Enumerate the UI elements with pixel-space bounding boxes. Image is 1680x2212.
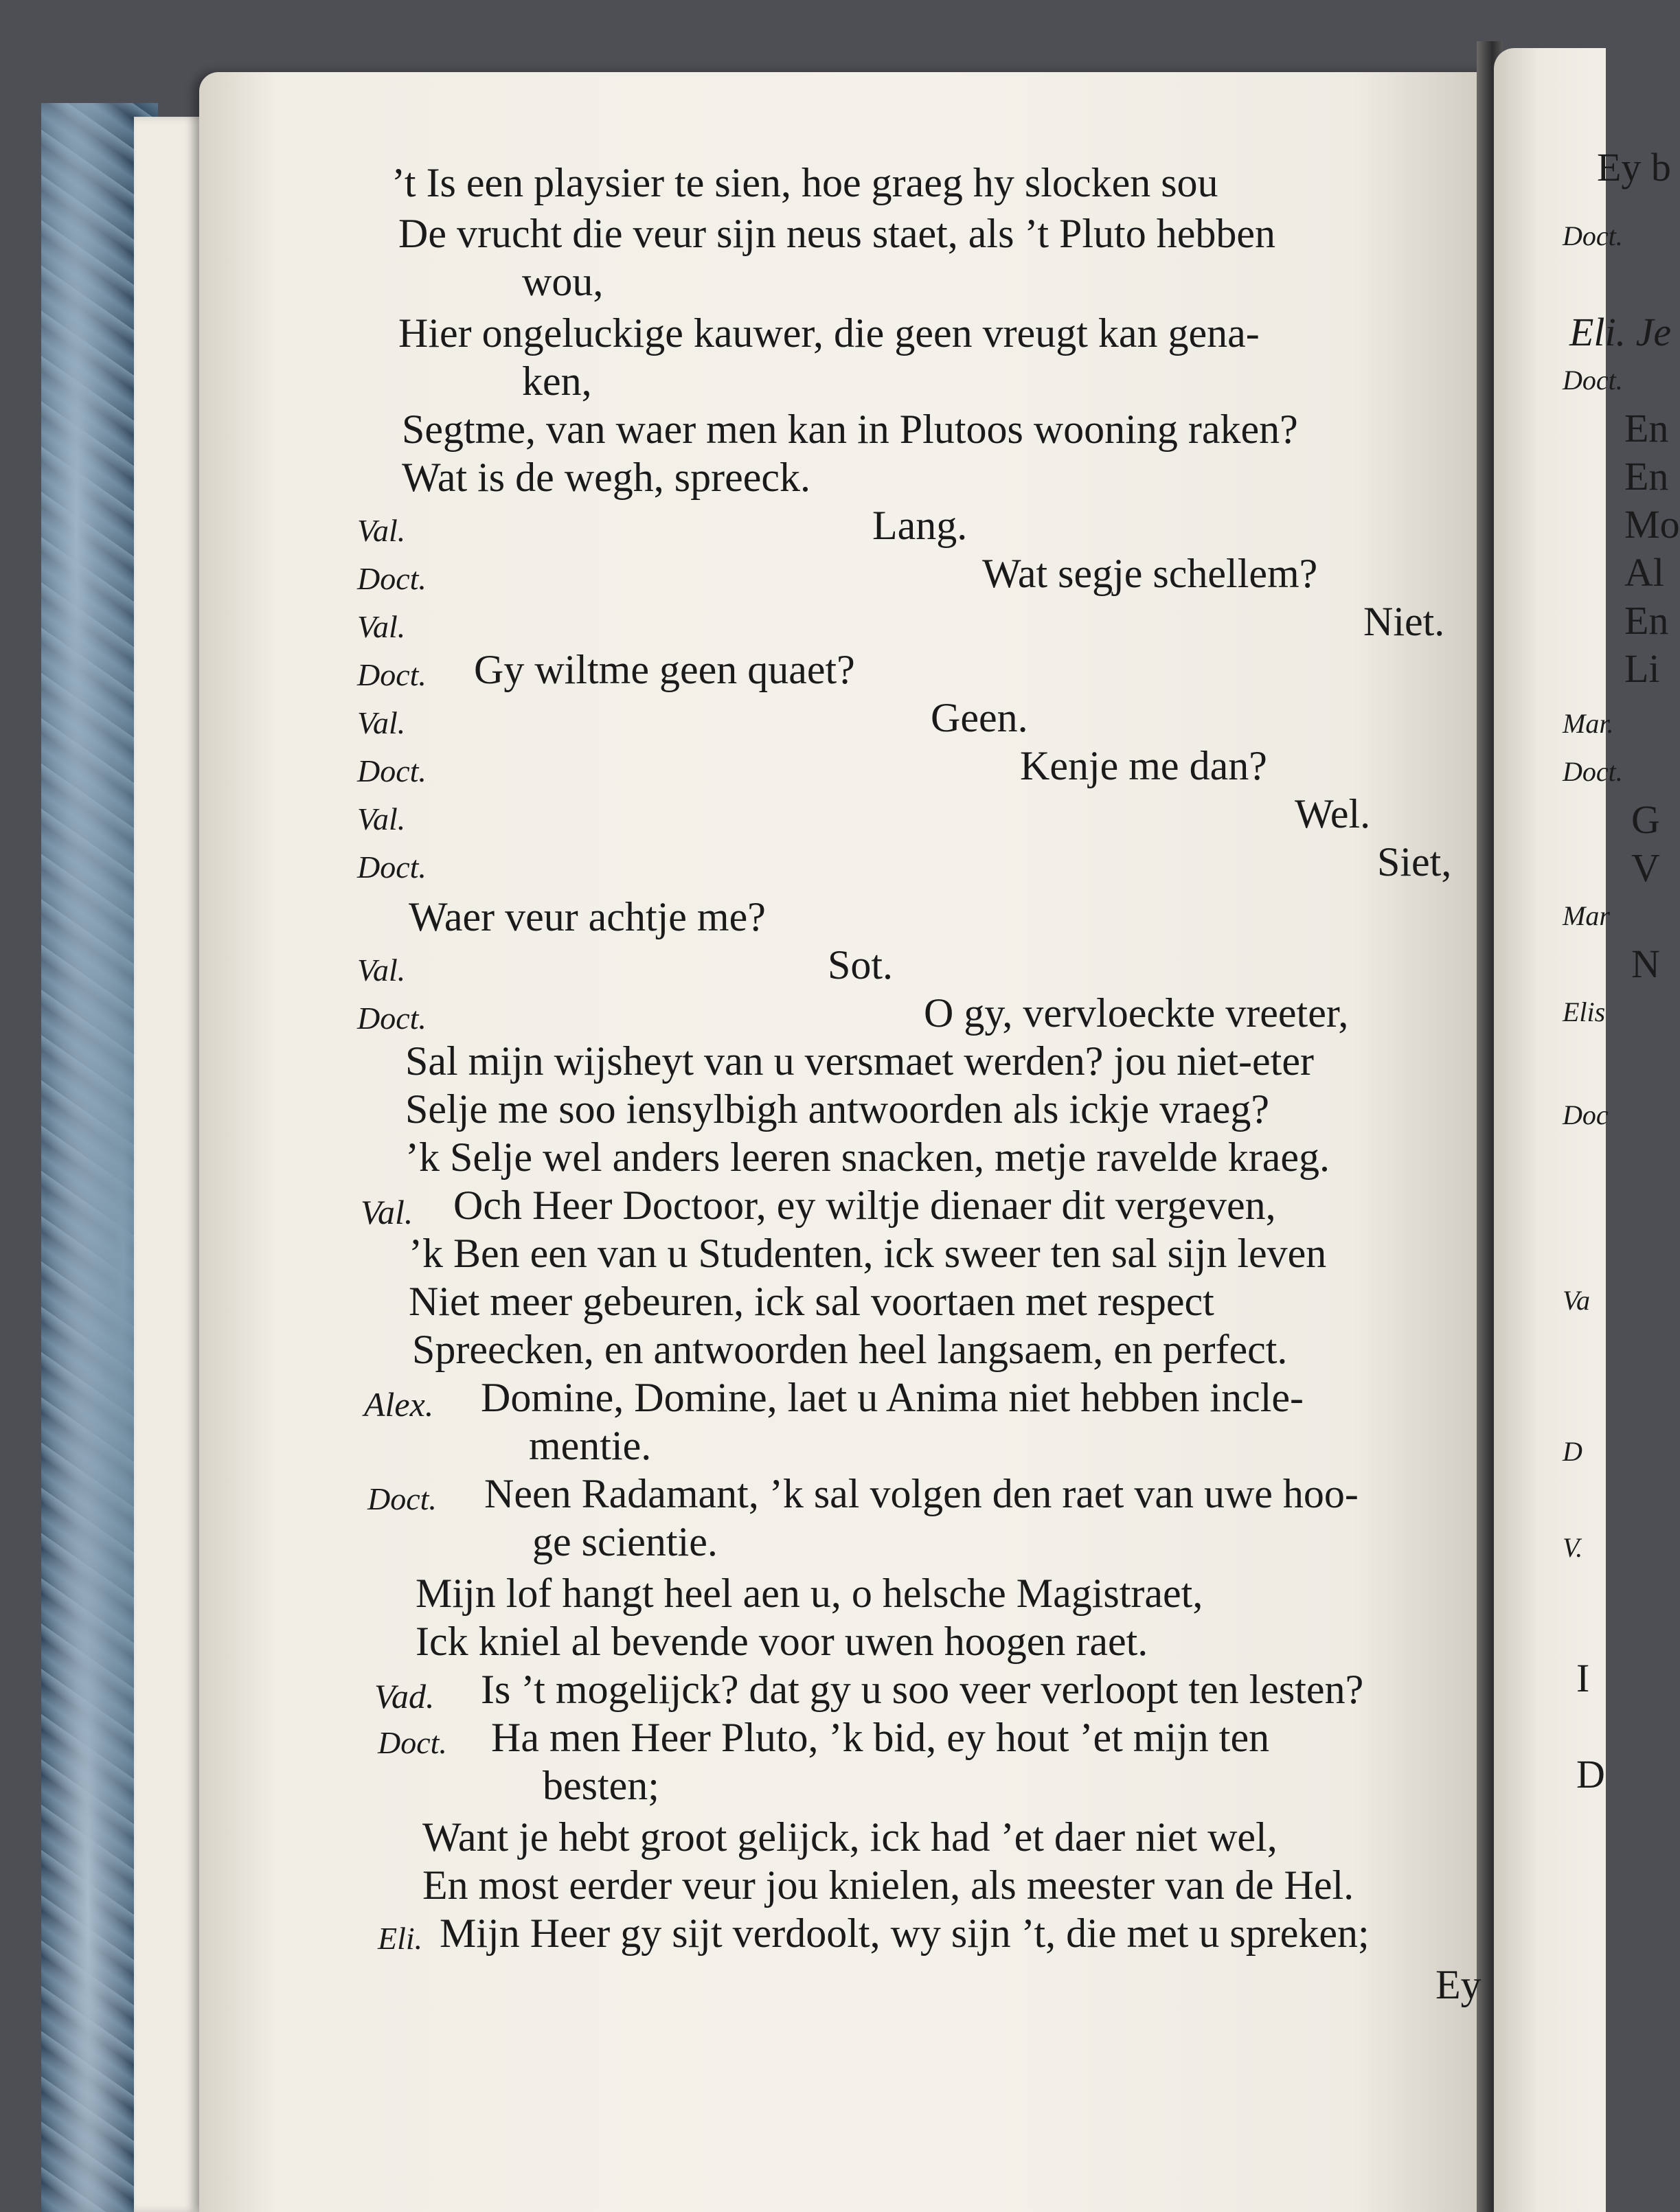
verse-line: Mijn Heer gy sijt verdoolt, wy sijn ’t, die met u spreken; <box>440 1911 1370 1956</box>
speaker-label: Val. <box>357 609 406 644</box>
verse-line: wou, <box>522 259 604 304</box>
np-fragment: Mo <box>1624 502 1680 547</box>
verse-line: En most eerder veur jou knielen, als meester van de Hel. <box>422 1862 1354 1908</box>
verse-line: Neen Radamant, ’k sal volgen den raet van uwe hoo- <box>484 1471 1359 1516</box>
np-fragment: Al <box>1624 550 1664 595</box>
np-fragment: G <box>1631 797 1660 842</box>
verse-line: ’k Ben een van u Studenten, ick sweer ten sal sijn leven <box>409 1231 1327 1276</box>
np-fragment: Va <box>1563 1285 1590 1316</box>
verse-line: Spreecken, en antwoorden heel langsaem, en perfect. <box>412 1327 1288 1372</box>
speaker-label: Doct. <box>357 1001 427 1036</box>
verse-line: Hier ongeluckige kauwer, die geen vreugt kan gena- <box>398 310 1260 356</box>
verse-line: Segtme, van waer men kan in Plutoos wooning raken? <box>402 407 1298 452</box>
dialogue-text: Kenje me dan? <box>1020 743 1267 788</box>
np-fragment: Elis <box>1563 996 1606 1027</box>
dialogue-text: O gy, vervloeckte vreeter, <box>924 990 1349 1036</box>
verse-line: Waer veur achtje me? <box>409 894 766 939</box>
verse-line: mentie. <box>529 1423 652 1468</box>
verse-line: Niet meer gebeuren, ick sal voortaen met respect <box>409 1279 1214 1324</box>
np-fragment: En <box>1624 454 1669 499</box>
np-fragment: Doct. <box>1563 756 1623 787</box>
speaker-label: Val. <box>357 801 406 836</box>
verse-line: besten; <box>543 1763 659 1808</box>
verse-line: Want je hebt groot gelijck, ick had ’et daer niet wel, <box>422 1814 1278 1860</box>
speaker-label: Doct. <box>357 561 427 596</box>
dialogue-text: Geen. <box>931 695 1028 740</box>
verse-line: Mijn lof hangt heel aen u, o helsche Magistraet, <box>416 1571 1203 1616</box>
np-fragment: En <box>1624 598 1669 643</box>
np-fragment: En <box>1624 406 1669 451</box>
np-fragment: Doct. <box>1563 220 1623 251</box>
speaker-label: Eli. <box>378 1921 423 1956</box>
np-fragment: Doc <box>1563 1099 1609 1130</box>
np-fragment: Li <box>1624 646 1660 691</box>
verse-line: Ha men Heer Pluto, ’k bid, ey hout ’et mijn ten <box>491 1715 1270 1760</box>
verse-line: Och Heer Doctoor, ey wiltje dienaer dit vergeven, <box>453 1183 1276 1228</box>
dialogue-text: Sot. <box>828 942 894 988</box>
dialogue-text: Siet, <box>1377 839 1452 885</box>
np-fragment: D <box>1563 1436 1582 1467</box>
dialogue-text: Lang. <box>872 503 968 548</box>
np-fragment: Mar. <box>1563 708 1614 739</box>
speaker-label: Val. <box>357 705 406 740</box>
verse-line: ’k Selje wel anders leeren snacken, metje ravelde kraeg. <box>405 1134 1330 1180</box>
verse-line: ’t Is een playsier te sien, hoe graeg hy slocken sou <box>391 160 1218 205</box>
speaker-label: Val. <box>357 513 406 548</box>
dialogue-text: Niet. <box>1363 599 1445 644</box>
speaker-label: Doct. <box>378 1725 447 1760</box>
np-fragment: D <box>1576 1752 1605 1797</box>
speaker-label: Vad. <box>374 1677 435 1715</box>
verse-line: Domine, Domine, laet u Anima niet hebben incle- <box>481 1375 1304 1420</box>
catchword: Ey <box>1435 1962 1482 2007</box>
speaker-label: Val. <box>361 1193 413 1231</box>
speaker-label: Alex. <box>364 1385 434 1424</box>
np-fragment: V. <box>1563 1532 1583 1563</box>
verse-line: De vrucht die veur sijn neus staet, als ’t Pluto hebben <box>398 211 1275 256</box>
verse-line: Sal mijn wijsheyt van u versmaet werden? jou niet-eter <box>405 1038 1314 1084</box>
speaker-label: Doct. <box>357 850 427 885</box>
verse-line: Wat is de wegh, spreeck. <box>402 455 810 500</box>
dialogue-text: Wel. <box>1295 791 1371 836</box>
speaker-label: Doct. <box>357 753 427 788</box>
np-fragment: I <box>1576 1656 1590 1700</box>
np-fragment: Ey b <box>1597 145 1671 190</box>
np-fragment: N <box>1631 942 1660 986</box>
np-fragment: Doct. <box>1563 365 1623 396</box>
verse-line: Ick kniel al bevende voor uwen hoogen raet. <box>416 1619 1148 1664</box>
speaker-label: Val. <box>357 953 406 988</box>
np-fragment: V <box>1631 845 1660 890</box>
np-fragment: Mar <box>1563 900 1610 931</box>
np-fragment: Eli. Je <box>1569 310 1672 354</box>
verse-line: ken, <box>522 358 592 404</box>
verse-line: ge scientie. <box>532 1519 718 1564</box>
verse-line: Selje me soo iensylbigh antwoorden als ickje vraeg? <box>405 1086 1269 1132</box>
speaker-label: Doct. <box>367 1481 437 1516</box>
dialogue-text: Wat segje schellem? <box>982 551 1318 596</box>
dialogue-text: Gy wiltme geen quaet? <box>474 647 855 692</box>
speaker-label: Doct. <box>357 657 427 692</box>
verse-line: Is ’t mogelijck? dat gy u soo veer verloopt ten lesten? <box>481 1667 1364 1712</box>
